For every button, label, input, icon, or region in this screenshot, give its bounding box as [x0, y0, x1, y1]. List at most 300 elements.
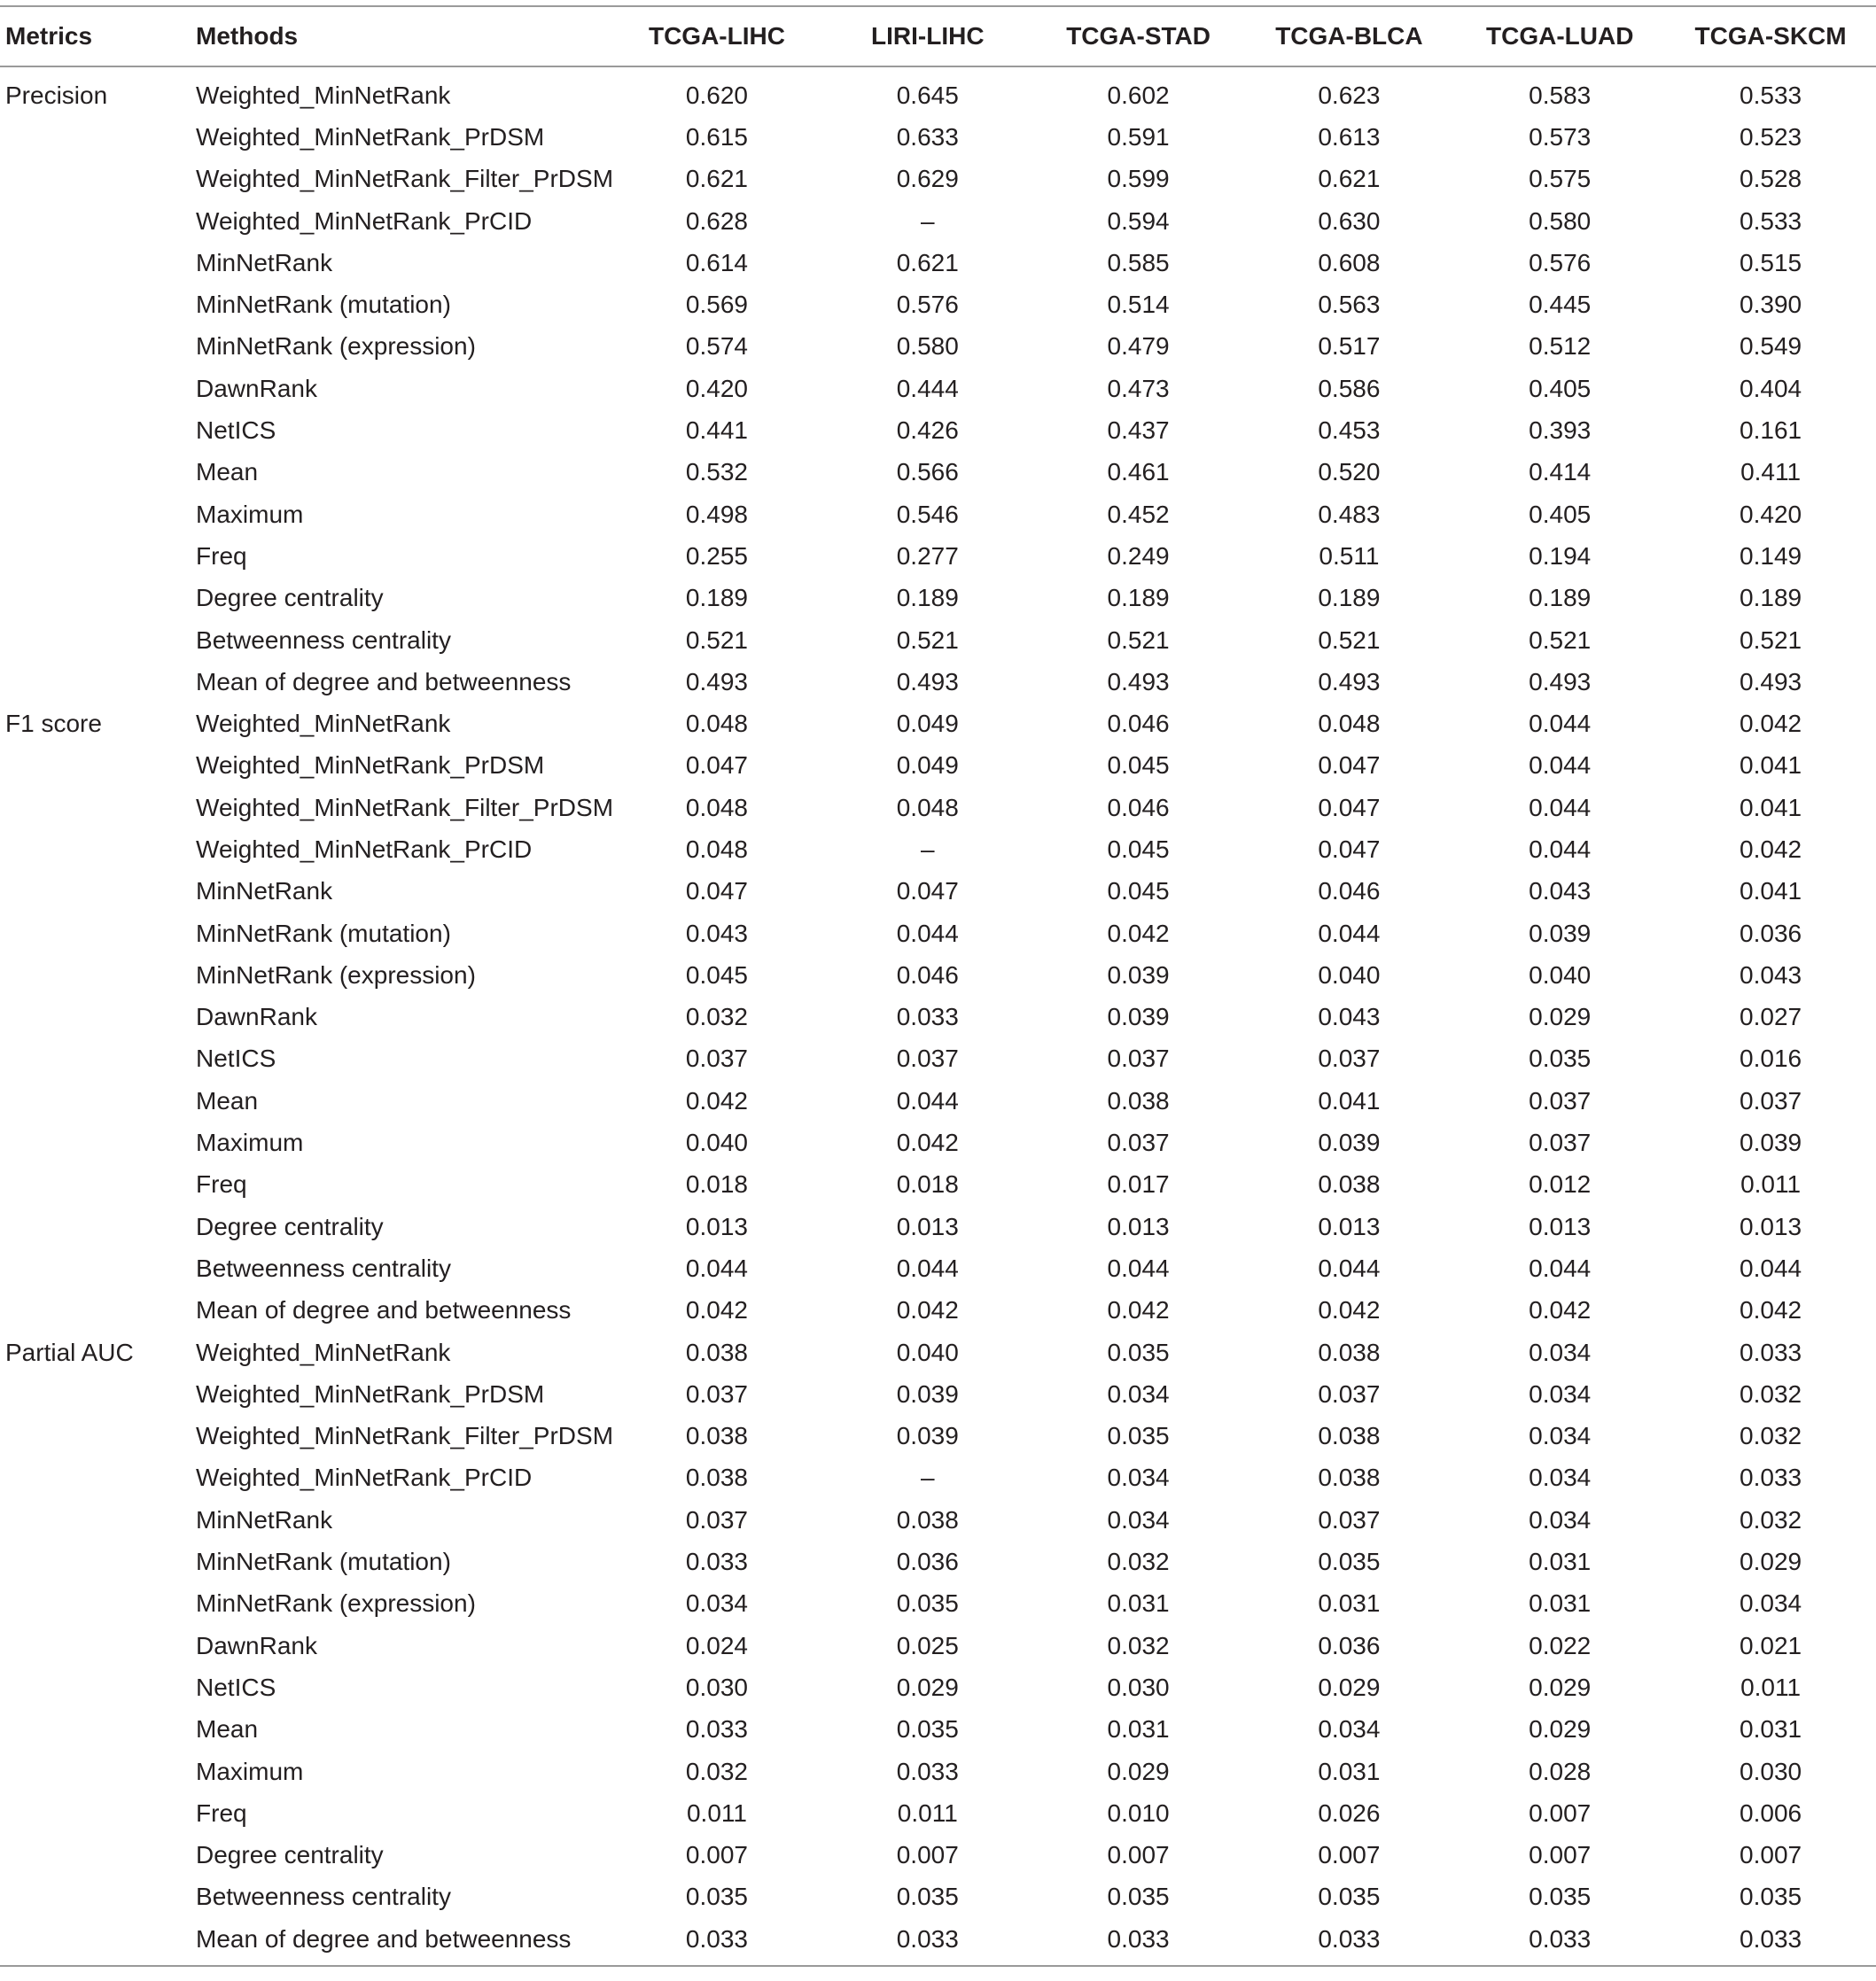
value-cell: 0.040	[1529, 960, 1592, 989]
value-cell: 0.591	[1107, 122, 1170, 151]
table-row	[0, 1751, 1876, 1792]
metric-cell-empty	[0, 242, 191, 284]
value-cell: 0.048	[685, 710, 748, 738]
method-label: Betweenness centrality	[196, 1883, 451, 1911]
header-tcga-luad: TCGA-LUAD	[1454, 6, 1665, 66]
value-cell: 0.037	[1318, 1045, 1381, 1073]
value-cell: 0.493	[1107, 667, 1170, 695]
value-cell: 0.405	[1529, 374, 1592, 402]
value-cell: 0.277	[896, 541, 959, 570]
value-cell: 0.036	[1318, 1631, 1381, 1659]
metric-cell-empty	[0, 1918, 191, 1966]
value-cell: 0.034	[1529, 1505, 1592, 1534]
value-cell: 0.045	[1107, 835, 1170, 863]
value-cell: 0.549	[1740, 332, 1802, 361]
table-row	[0, 703, 1876, 744]
table-row	[0, 1332, 1876, 1373]
value-cell: 0.523	[1740, 122, 1802, 151]
value-cell: 0.013	[896, 1212, 959, 1240]
value-cell: 0.046	[1107, 793, 1170, 821]
header-methods: Methods	[191, 6, 611, 66]
value-cell: 0.569	[685, 291, 748, 319]
value-cell: 0.025	[896, 1631, 959, 1659]
table-row	[0, 828, 1876, 870]
metric-cell-empty	[0, 116, 191, 158]
value-cell: 0.031	[1318, 1589, 1381, 1618]
value-cell: 0.411	[1740, 458, 1802, 486]
header-tcga-blca: TCGA-BLCA	[1244, 6, 1455, 66]
method-label: Weighted_MinNetRank_PrDSM	[196, 122, 545, 151]
table-row	[0, 1876, 1876, 1918]
table-row	[0, 116, 1876, 158]
value-cell: 0.035	[1107, 1338, 1170, 1366]
table-row	[0, 1625, 1876, 1666]
method-label: MinNetRank (expression)	[196, 960, 476, 989]
table-row	[0, 619, 1876, 661]
value-cell: 0.029	[1107, 1757, 1170, 1785]
metric-cell-empty	[0, 159, 191, 200]
table-row	[0, 1541, 1876, 1582]
value-cell: 0.033	[896, 1003, 959, 1031]
table-row	[0, 326, 1876, 368]
value-cell: 0.042	[896, 1129, 959, 1157]
method-label: Mean	[196, 1086, 259, 1115]
value-cell: 0.566	[896, 458, 959, 486]
value-cell: 0.027	[1740, 1003, 1802, 1031]
table-row	[0, 1666, 1876, 1708]
value-cell: 0.042	[685, 1086, 748, 1115]
value-cell: 0.033	[1244, 1918, 1455, 1966]
value-cell: 0.031	[1529, 1589, 1592, 1618]
value-cell: 0.035	[1529, 1045, 1592, 1073]
value-cell: 0.044	[1318, 1254, 1381, 1282]
value-cell: 0.517	[1318, 332, 1381, 361]
table-row	[0, 1499, 1876, 1541]
results-table	[0, 5, 1876, 1967]
value-cell: 0.039	[1318, 1129, 1381, 1157]
value-cell: 0.576	[896, 291, 959, 319]
value-cell: 0.393	[1529, 416, 1592, 445]
metric-label: F1 score	[5, 710, 102, 738]
value-cell: 0.521	[896, 625, 959, 654]
metric-cell-empty	[0, 535, 191, 577]
method-label: Betweenness centrality	[196, 1254, 451, 1282]
value-cell: 0.041	[1318, 1086, 1381, 1115]
value-cell: 0.437	[1107, 416, 1170, 445]
table-row	[0, 997, 1876, 1038]
value-cell: 0.047	[896, 877, 959, 905]
table-row	[0, 452, 1876, 493]
metric-cell-empty	[0, 913, 191, 954]
table-row	[0, 1164, 1876, 1206]
value-cell: 0.026	[1318, 1798, 1381, 1827]
method-label: DawnRank	[196, 1631, 317, 1659]
value-cell: 0.030	[685, 1673, 748, 1701]
value-cell: 0.007	[1107, 1841, 1170, 1869]
value-cell: 0.623	[1318, 81, 1381, 109]
value-cell: 0.044	[1529, 751, 1592, 780]
value-cell: 0.017	[1107, 1170, 1170, 1199]
table-row	[0, 871, 1876, 913]
value-cell: 0.420	[685, 374, 748, 402]
value-cell: 0.041	[1740, 793, 1802, 821]
value-cell: 0.034	[1529, 1338, 1592, 1366]
header-tcga-stad: TCGA-STAD	[1033, 6, 1244, 66]
method-label: MinNetRank	[196, 248, 333, 276]
value-cell: 0.037	[685, 1505, 748, 1534]
value-cell: 0.039	[896, 1422, 959, 1450]
table-row	[0, 409, 1876, 451]
value-cell: 0.029	[1740, 1548, 1802, 1576]
table-row	[0, 1373, 1876, 1415]
method-label: Weighted_MinNetRank	[196, 1338, 451, 1366]
value-cell: –	[920, 835, 935, 863]
value-cell: 0.628	[685, 206, 748, 235]
value-cell: 0.040	[1318, 960, 1381, 989]
value-cell: 0.029	[1529, 1715, 1592, 1744]
metric-cell-empty	[0, 787, 191, 828]
value-cell: 0.011	[686, 1798, 747, 1827]
value-cell: 0.044	[685, 1254, 748, 1282]
value-cell: 0.573	[1529, 122, 1592, 151]
value-cell: 0.033	[822, 1918, 1033, 1966]
method-label: Mean of degree and betweenness	[196, 667, 572, 695]
value-cell: 0.586	[1318, 374, 1381, 402]
value-cell: 0.493	[1740, 667, 1802, 695]
table-row	[0, 787, 1876, 828]
value-cell: 0.515	[1740, 248, 1802, 276]
method-label: NetICS	[196, 1673, 276, 1701]
value-cell: 0.514	[1107, 291, 1170, 319]
metric-cell-empty	[0, 326, 191, 368]
value-cell: 0.034	[1740, 1589, 1802, 1618]
value-cell: 0.011	[897, 1798, 958, 1827]
value-cell: 0.445	[1529, 291, 1592, 319]
value-cell: 0.033	[1740, 1338, 1802, 1366]
method-label: Degree centrality	[196, 1212, 384, 1240]
value-cell: 0.037	[1107, 1129, 1170, 1157]
value-cell: 0.047	[1318, 835, 1381, 863]
value-cell: 0.034	[1529, 1464, 1592, 1492]
value-cell: 0.033	[1740, 1464, 1802, 1492]
value-cell: 0.048	[685, 835, 748, 863]
table-row	[0, 1918, 1876, 1966]
value-cell: 0.031	[1529, 1548, 1592, 1576]
value-cell: 0.035	[1318, 1883, 1381, 1911]
value-cell: 0.011	[1740, 1673, 1802, 1701]
value-cell: 0.012	[1529, 1170, 1592, 1199]
value-cell: 0.576	[1529, 248, 1592, 276]
table-row	[0, 1416, 1876, 1457]
method-label: MinNetRank	[196, 877, 333, 905]
value-cell: 0.013	[685, 1212, 748, 1240]
value-cell: 0.046	[896, 960, 959, 989]
method-label: Freq	[196, 541, 247, 570]
value-cell: 0.007	[1318, 1841, 1381, 1869]
table-body	[0, 66, 1876, 1966]
value-cell: –	[920, 1464, 935, 1492]
value-cell: 0.520	[1318, 458, 1381, 486]
value-cell: 0.041	[1740, 751, 1802, 780]
table-row	[0, 1583, 1876, 1625]
value-cell: 0.599	[1107, 165, 1170, 193]
value-cell: 0.040	[685, 1129, 748, 1157]
value-cell: 0.035	[896, 1589, 959, 1618]
method-label: Mean	[196, 1715, 259, 1744]
metric-cell-empty	[0, 997, 191, 1038]
metric-cell-empty	[0, 661, 191, 703]
value-cell: 0.615	[685, 122, 748, 151]
metric-cell-empty	[0, 1247, 191, 1289]
value-cell: 0.046	[1107, 710, 1170, 738]
value-cell: 0.048	[685, 793, 748, 821]
method-label: Maximum	[196, 1757, 304, 1785]
metric-label: Precision	[5, 81, 108, 109]
value-cell: 0.038	[1318, 1338, 1381, 1366]
method-label: MinNetRank (mutation)	[196, 919, 451, 947]
value-cell: 0.483	[1318, 500, 1381, 528]
table-row	[0, 1038, 1876, 1080]
metric-cell-empty	[0, 409, 191, 451]
value-cell: 0.441	[685, 416, 748, 445]
value-cell: 0.037	[685, 1379, 748, 1408]
value-cell: 0.043	[1529, 877, 1592, 905]
value-cell: 0.444	[896, 374, 959, 402]
value-cell: 0.189	[685, 584, 748, 612]
value-cell: 0.533	[1740, 206, 1802, 235]
value-cell: 0.521	[685, 625, 748, 654]
value-cell: 0.018	[896, 1170, 959, 1199]
value-cell: 0.533	[1740, 81, 1802, 109]
value-cell: 0.629	[896, 165, 959, 193]
value-cell: 0.038	[685, 1338, 748, 1366]
value-cell: 0.032	[685, 1003, 748, 1031]
value-cell: 0.047	[1318, 751, 1381, 780]
value-cell: 0.037	[1529, 1086, 1592, 1115]
value-cell: 0.511	[1319, 541, 1380, 570]
value-cell: 0.521	[1318, 625, 1381, 654]
value-cell: 0.032	[1740, 1422, 1802, 1450]
value-cell: 0.034	[1529, 1422, 1592, 1450]
value-cell: 0.035	[685, 1883, 748, 1911]
method-label: Weighted_MinNetRank_Filter_PrDSM	[196, 1422, 614, 1450]
header-metrics: Metrics	[0, 6, 191, 66]
value-cell: 0.039	[1529, 919, 1592, 947]
value-cell: 0.042	[1107, 919, 1170, 947]
value-cell: 0.047	[1318, 793, 1381, 821]
value-cell: 0.038	[1318, 1170, 1381, 1199]
value-cell: 0.032	[1740, 1379, 1802, 1408]
value-cell: 0.621	[685, 165, 748, 193]
table-row	[0, 535, 1876, 577]
value-cell: 0.528	[1740, 165, 1802, 193]
value-cell: 0.038	[685, 1422, 748, 1450]
value-cell: 0.042	[1107, 1296, 1170, 1325]
value-cell: 0.189	[1107, 584, 1170, 612]
value-cell: 0.048	[896, 793, 959, 821]
value-cell: 0.042	[1740, 1296, 1802, 1325]
value-cell: 0.035	[1107, 1422, 1170, 1450]
metric-cell-empty	[0, 1290, 191, 1332]
method-label: Betweenness centrality	[196, 625, 451, 654]
value-cell: 0.493	[1318, 667, 1381, 695]
table-row	[0, 1834, 1876, 1876]
table-row	[0, 242, 1876, 284]
value-cell: 0.035	[1318, 1548, 1381, 1576]
value-cell: 0.633	[896, 122, 959, 151]
value-cell: 0.532	[685, 458, 748, 486]
value-cell: 0.042	[1740, 835, 1802, 863]
value-cell: 0.045	[1107, 877, 1170, 905]
value-cell: 0.038	[1318, 1422, 1381, 1450]
method-label: Freq	[196, 1798, 247, 1827]
value-cell: 0.149	[1740, 541, 1802, 570]
table-row	[0, 1122, 1876, 1163]
value-cell: 0.426	[896, 416, 959, 445]
value-cell: 0.044	[896, 1254, 959, 1282]
value-cell: 0.021	[1740, 1631, 1802, 1659]
metric-cell-empty	[0, 1583, 191, 1625]
value-cell: 0.046	[1318, 877, 1381, 905]
metric-label: Partial AUC	[5, 1338, 134, 1366]
value-cell: 0.035	[896, 1883, 959, 1911]
value-cell: 0.034	[1529, 1379, 1592, 1408]
table-row	[0, 578, 1876, 619]
value-cell: 0.621	[1318, 165, 1381, 193]
results-table-container	[0, 5, 1876, 1967]
value-cell: 0.045	[1107, 751, 1170, 780]
value-cell: 0.630	[1318, 206, 1381, 235]
table-row	[0, 159, 1876, 200]
value-cell: 0.044	[1529, 710, 1592, 738]
metric-cell-empty	[0, 1416, 191, 1457]
value-cell: 0.039	[1740, 1129, 1802, 1157]
value-cell: 0.044	[896, 919, 959, 947]
header-tcga-skcm: TCGA-SKCM	[1665, 6, 1876, 66]
value-cell: 0.034	[1107, 1379, 1170, 1408]
value-cell: 0.049	[896, 751, 959, 780]
metric-cell-empty	[0, 1876, 191, 1918]
value-cell: 0.645	[896, 81, 959, 109]
metric-cell-empty	[0, 954, 191, 996]
table-row	[0, 1247, 1876, 1289]
value-cell: 0.031	[1740, 1715, 1802, 1744]
table-row	[0, 745, 1876, 787]
method-label: Degree centrality	[196, 1841, 384, 1869]
value-cell: 0.033	[1454, 1918, 1665, 1966]
method-label: MinNetRank (expression)	[196, 332, 476, 361]
metric-cell-empty	[0, 1666, 191, 1708]
method-label: Weighted_MinNetRank	[196, 81, 451, 109]
method-label: DawnRank	[196, 374, 317, 402]
method-label: Mean of degree and betweenness	[191, 1918, 611, 1966]
value-cell: 0.007	[1529, 1841, 1592, 1869]
value-cell: 0.038	[896, 1505, 959, 1534]
value-cell: 0.034	[1318, 1715, 1381, 1744]
value-cell: 0.028	[1529, 1757, 1592, 1785]
metric-cell-empty	[0, 871, 191, 913]
value-cell: 0.620	[685, 81, 748, 109]
value-cell: 0.031	[1107, 1715, 1170, 1744]
value-cell: 0.580	[896, 332, 959, 361]
value-cell: 0.013	[1740, 1212, 1802, 1240]
value-cell: 0.037	[1529, 1129, 1592, 1157]
value-cell: 0.044	[1529, 835, 1592, 863]
value-cell: 0.029	[1318, 1673, 1381, 1701]
value-cell: 0.194	[1529, 541, 1592, 570]
value-cell: 0.042	[1740, 710, 1802, 738]
value-cell: 0.037	[1318, 1379, 1381, 1408]
value-cell: –	[920, 206, 935, 235]
value-cell: 0.521	[1107, 625, 1170, 654]
value-cell: 0.032	[1740, 1505, 1802, 1534]
value-cell: 0.035	[1740, 1883, 1802, 1911]
metric-cell-empty	[0, 578, 191, 619]
metric-cell-empty	[0, 1792, 191, 1834]
value-cell: 0.033	[685, 1548, 748, 1576]
value-cell: 0.473	[1107, 374, 1170, 402]
value-cell: 0.404	[1740, 374, 1802, 402]
value-cell: 0.453	[1318, 416, 1381, 445]
metric-cell-empty	[0, 1499, 191, 1541]
value-cell: 0.029	[1529, 1003, 1592, 1031]
value-cell: 0.189	[1318, 584, 1381, 612]
value-cell: 0.044	[1740, 1254, 1802, 1282]
value-cell: 0.037	[1318, 1505, 1381, 1534]
method-label: MinNetRank (mutation)	[196, 1548, 451, 1576]
value-cell: 0.030	[1107, 1673, 1170, 1701]
value-cell: 0.043	[1318, 1003, 1381, 1031]
header-liri-lihc: LIRI-LIHC	[822, 6, 1033, 66]
value-cell: 0.189	[1740, 584, 1802, 612]
value-cell: 0.414	[1529, 458, 1592, 486]
value-cell: 0.029	[1529, 1673, 1592, 1701]
metric-cell-empty	[0, 452, 191, 493]
method-label: MinNetRank (mutation)	[196, 291, 451, 319]
value-cell: 0.602	[1107, 81, 1170, 109]
value-cell: 0.585	[1107, 248, 1170, 276]
value-cell: 0.029	[896, 1673, 959, 1701]
method-label: Weighted_MinNetRank_Filter_PrDSM	[196, 165, 614, 193]
value-cell: 0.038	[685, 1464, 748, 1492]
metric-cell-empty	[0, 1625, 191, 1666]
value-cell: 0.007	[685, 1841, 748, 1869]
table-row	[0, 1206, 1876, 1247]
value-cell: 0.420	[1740, 500, 1802, 528]
value-cell: 0.189	[1529, 584, 1592, 612]
value-cell: 0.033	[1665, 1918, 1876, 1966]
value-cell: 0.038	[1318, 1464, 1381, 1492]
metric-cell-empty	[0, 828, 191, 870]
value-cell: 0.044	[1107, 1254, 1170, 1282]
table-row	[0, 1792, 1876, 1834]
value-cell: 0.255	[685, 541, 748, 570]
value-cell: 0.033	[611, 1918, 822, 1966]
value-cell: 0.608	[1318, 248, 1381, 276]
table-row	[0, 1457, 1876, 1499]
metric-cell-empty	[0, 284, 191, 325]
method-label: Degree centrality	[196, 584, 384, 612]
metric-cell-empty	[0, 619, 191, 661]
method-label: MinNetRank (expression)	[196, 1589, 476, 1618]
value-cell: 0.249	[1107, 541, 1170, 570]
value-cell: 0.007	[896, 1841, 959, 1869]
method-label: NetICS	[196, 1045, 276, 1073]
value-cell: 0.034	[685, 1589, 748, 1618]
value-cell: 0.621	[896, 248, 959, 276]
method-label: Weighted_MinNetRank_PrCID	[196, 1464, 533, 1492]
value-cell: 0.044	[1529, 793, 1592, 821]
